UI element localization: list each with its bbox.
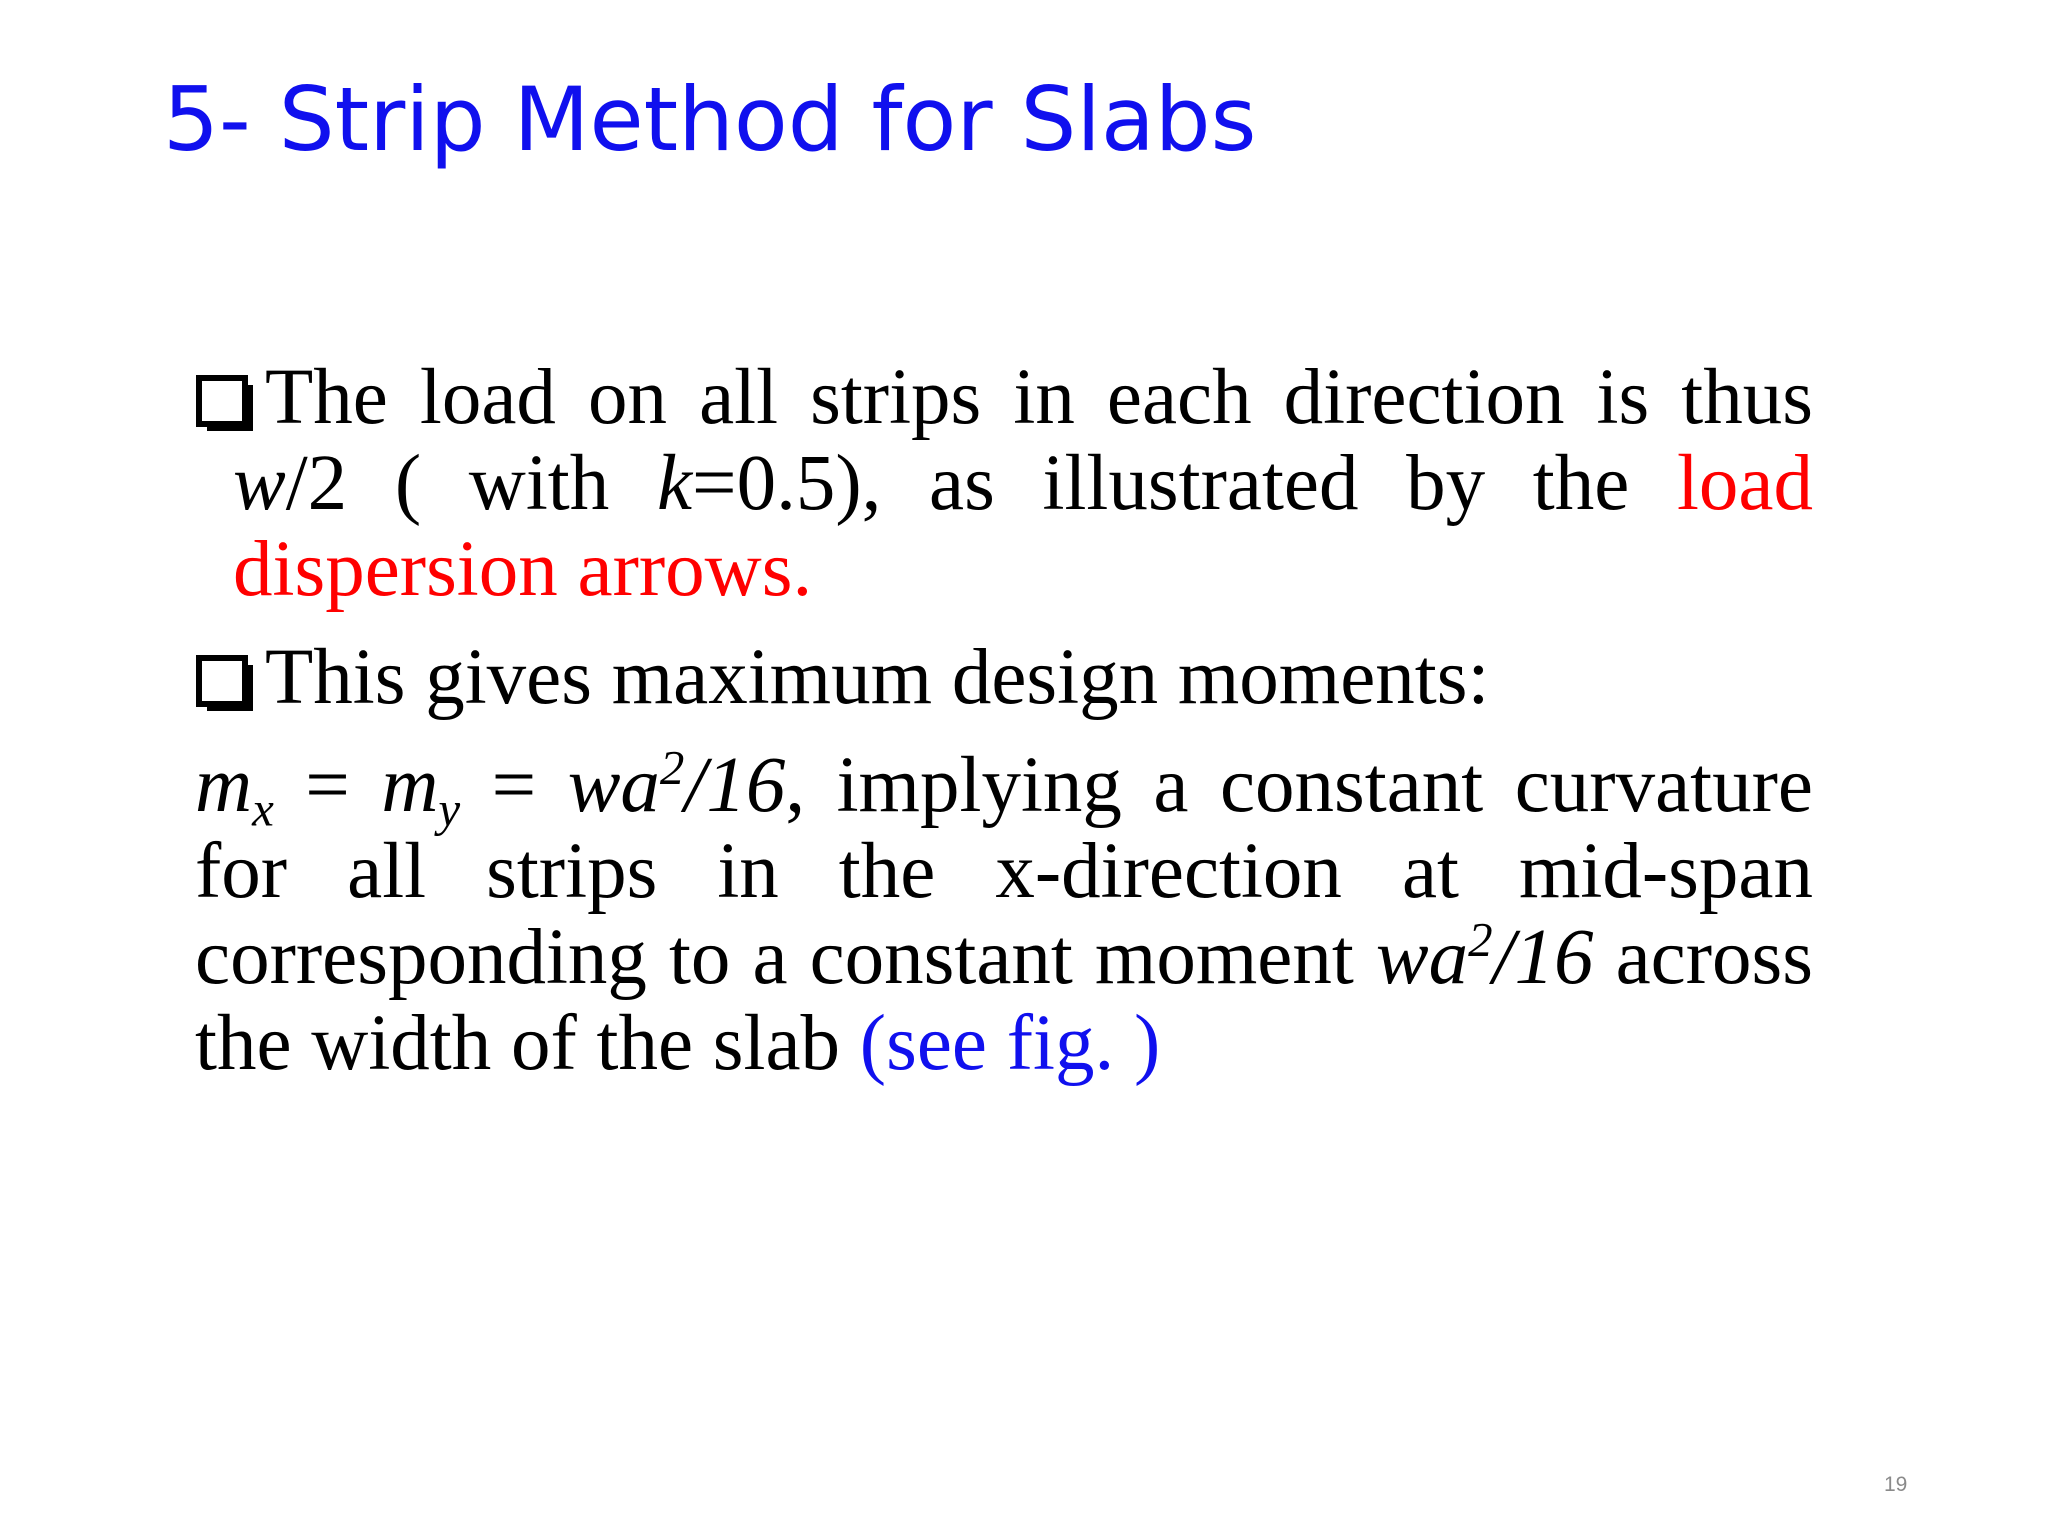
subscript-x: x (252, 781, 274, 837)
paragraph-text: , implying a constant curvature for all strips in the x-direction at mid-span corresponding to a constant moment (195, 742, 1813, 1001)
symbol-wa-2: wa (1375, 914, 1469, 1001)
bullet-1-text-b: /2 ( with (285, 440, 657, 527)
paragraph-text-b: across the width of the slab (195, 914, 1813, 1087)
see-figure-link: (see fig. ) (859, 1000, 1161, 1087)
checkbox-icon-graphic (195, 375, 258, 435)
over-16: /16 (684, 742, 786, 829)
checkbox-icon (195, 355, 258, 441)
symbol-w: w (233, 440, 286, 527)
bullet-load-distribution (195, 355, 1813, 613)
bullet-design-moments (195, 635, 1813, 721)
superscript-2-b: 2 (1468, 912, 1493, 968)
equals-2: = (460, 742, 568, 829)
bullet-1-text-c: =0.5), as illustrated by the (692, 440, 1677, 527)
symbol-k: k (656, 440, 693, 527)
over-16-b: /16 (1492, 914, 1594, 1001)
load-dispersion-highlight: load dispersion arrows. (233, 440, 1813, 613)
slide-title: 5- Strip Method for Slabs (163, 68, 1257, 171)
superscript-2: 2 (659, 740, 685, 796)
symbol-m: m (195, 742, 253, 829)
bullet-2-text: This gives maximum design moments: (265, 634, 1490, 721)
moment-paragraph (195, 740, 1813, 1087)
symbol-wa: wa (567, 742, 660, 829)
checkbox-icon-graphic (195, 655, 258, 715)
page-number: 19 (1884, 1473, 1908, 1496)
subscript-y: y (438, 781, 461, 837)
equals-1: = (273, 742, 382, 829)
bullet-1-text: The load on all strips in each direction is thus (265, 354, 1813, 441)
symbol-m-2: m (381, 742, 439, 829)
slide-body (195, 355, 1813, 1087)
checkbox-icon (195, 635, 258, 721)
